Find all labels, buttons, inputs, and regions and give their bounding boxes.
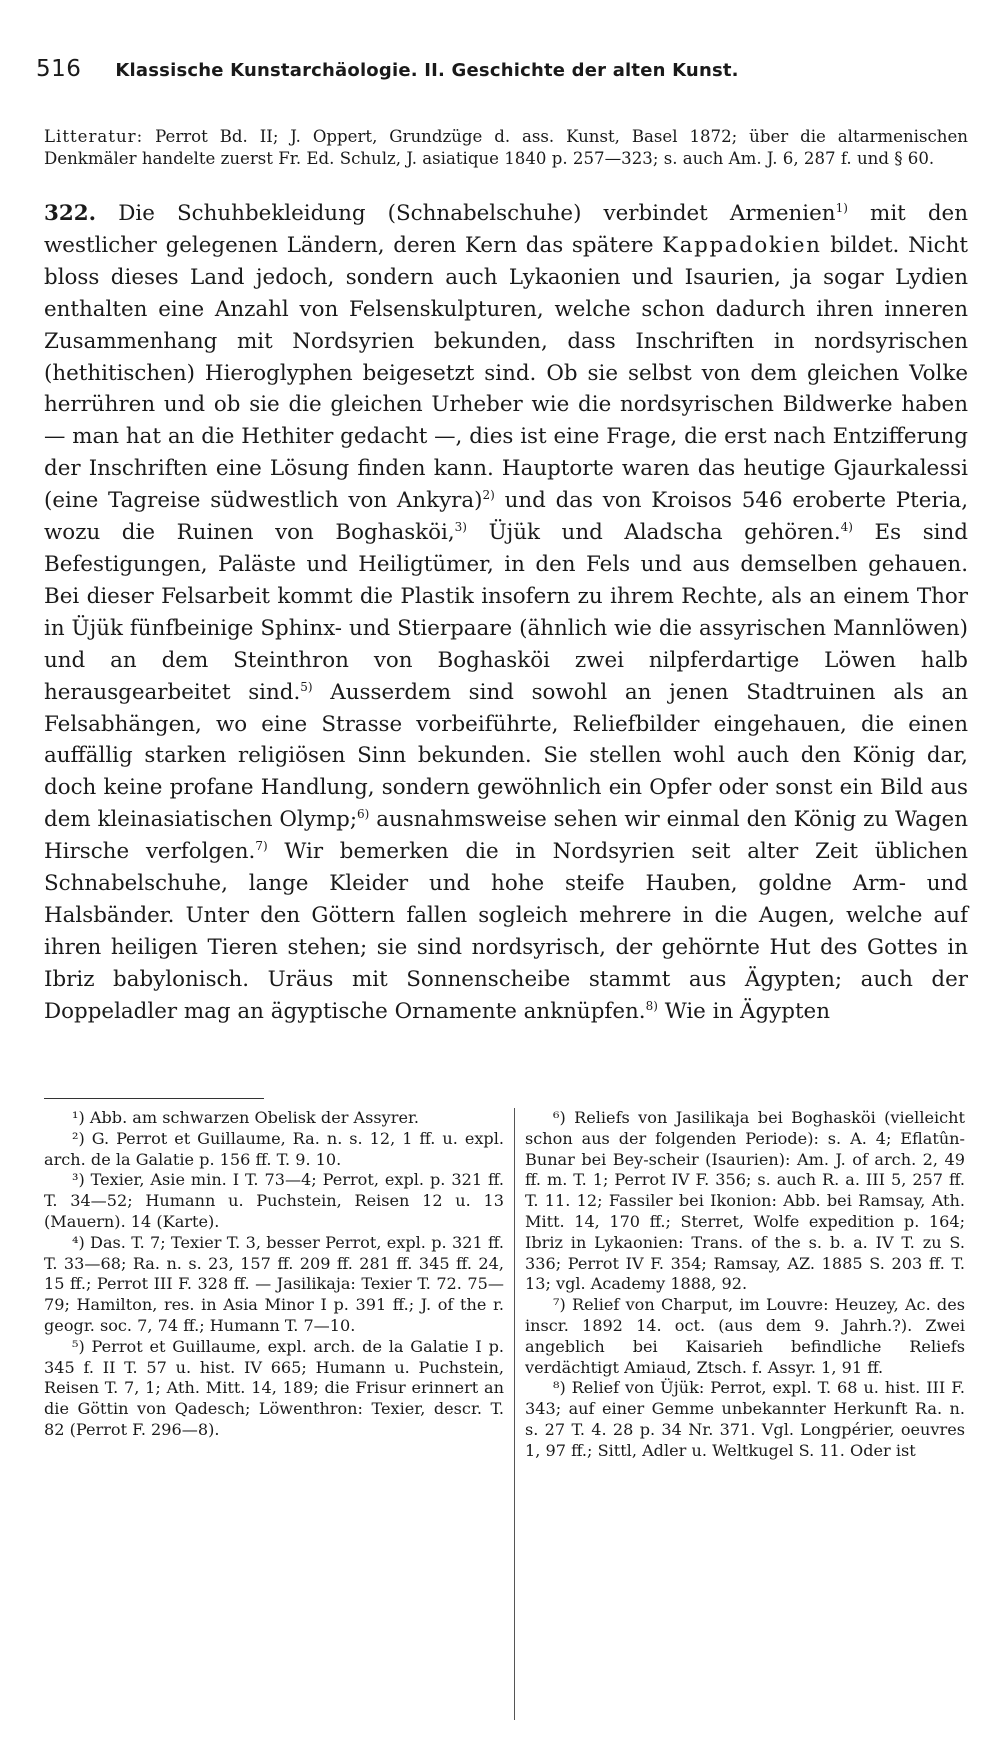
literature-label: Litteratur: xyxy=(44,127,144,146)
place-name-spaced: Kappadokien xyxy=(662,232,822,258)
running-title: Klassische Kunstarchäologie. II. Geschichte der alten Kunst. xyxy=(115,60,739,81)
footnote-ref-2: 2) xyxy=(482,488,495,503)
page-number: 516 xyxy=(36,56,82,82)
footnote-rule xyxy=(44,1098,264,1099)
footnote-7: ⁷) Relief von Charput, im Louvre: Heuzey, Ac. des inscr. 1892 14. oct. (aus dem 9. Jahrh.?). Zwei angeblich bei Kaisarieh befindliche Reliefs verdächtigt Amiaud, Ztsch. f. Assyr. 1, 91 ff. xyxy=(525,1295,965,1377)
footnote-ref-6: 6) xyxy=(357,807,370,822)
footnote-ref-5: 5) xyxy=(300,679,313,694)
text-run: Wie in Ägypten xyxy=(664,998,830,1024)
main-text xyxy=(44,198,968,1028)
text-run: bildet. Nicht bloss dieses Land jedoch, sondern auch Lykaonien und Isaurien, ja sogar Lydien enthalten eine Anzahl von Felsenskulpturen, welche schon dadurch ihren inneren Zusammenhang mit Nordsyrien bekunden, dass Inschriften in nordsyrischen (hethitischen) Hieroglyphen beigesetzt sind. Ob sie selbst von dem gleichen Volke herrühren und ob sie die gleichen Urheber wie die nordsyrischen Bildwerke haben — man hat an die Hethiter gedacht —, dies ist eine Frage, die erst nach Entzifferung der Inschriften eine Lösung finden kann. Hauptorte waren das heutige Gjaurkalessi (eine Tagreise südwestlich von Ankyra) xyxy=(44,232,968,514)
text-run: Ausserdem sind sowohl an jenen Stadtruinen als an Felsabhängen, wo eine Strasse vorbeiführte, Reliefbilder eingehauen, die einen auffällig starken religiösen Sinn bekunden. Sie stellen wohl auch den König dar, doch keine profane Handlung, sondern gewöhnlich ein Opfer oder sonst ein Bild aus dem kleinasiatischen Olymp; xyxy=(44,679,968,833)
text-run: Die Schuhbekleidung (Schnabelschuhe) verbindet Armenien xyxy=(118,201,836,226)
text-run: Üjük und Aladscha gehören. xyxy=(488,520,841,546)
footnote-ref-3: 3) xyxy=(454,520,467,535)
footnote-6: ⁶) Reliefs von Jasilikaja bei Boghasköi (vielleicht schon aus der folgenden Periode): s. A. 4; Eflatûn-Bunar bei Bey-scheir (Isaurien): Am. J. of arch. 2, 49 ff. m. T. 1; Perrot IV F. 356; s. auch R. a. III 5, 257 ff. T. 11. 12; Fassiler bei Ikonion: Abb. bei Ramsay, Ath. Mitt. 14, 170 ff.; Sterret, Wolfe expedition p. 164; Ibriz in Lykaonien: Trans. of the s. b. a. IV T. zu S. 336; Perrot IV F. 354; Ramsay, AZ. 1885 S. 203 ff. T. 13; vgl. Academy 1888, 92. xyxy=(525,1108,965,1294)
footnote-2: ²) G. Perrot et Guillaume, Ra. n. s. 12, 1 ff. u. expl. arch. de la Galatie p. 156 ff. T. 9. 10. xyxy=(44,1128,504,1169)
footnote-5: ⁵) Perrot et Guillaume, expl. arch. de la Galatie I p. 345 f. II T. 57 u. hist. IV 665; Humann u. Puchstein, Reisen T. 7, 1; Ath. Mitt. 14, 189; die Frisur erinnert an die Göttin von Qadesch; Löwenthron: Texier, descr. T. 82 (Perrot F. 296—8). xyxy=(44,1336,504,1439)
footnote-ref-8: 8) xyxy=(645,998,658,1013)
footnotes-right-column xyxy=(525,1108,965,1462)
text-run: Wir bemerken die in Nordsyrien seit alter Zeit üblichen Schnabelschuhe, lange Kleider und hohe steife Hauben, goldne Arm- und Halsbänder. Unter den Göttern fallen sogleich mehrere in die Augen, welche auf ihren heiligen Tieren stehen; sie sind nordsyrisch, der gehörnte Hut des Gottes in Ibriz babylonisch. Uräus mit Sonnenscheibe stammt aus Ägypten; auch der Doppeladler mag an ägyptische Ornamente anknüpfen. xyxy=(44,839,968,1024)
literature-text: Perrot Bd. II; J. Oppert, Grundzüge d. ass. Kunst, Basel 1872; über die altarmenischen Denkmäler handelte zuerst Fr. Ed. Schulz, J. asiatique 1840 p. 257—323; s. auch Am. J. 6, 287 f. und § 60. xyxy=(44,127,968,168)
text-run: und das von Kroisos 546 eroberte Pteria, wozu die Ruinen von Boghasköi, xyxy=(44,488,968,546)
footnote-8: ⁸) Relief von Üjük: Perrot, expl. T. 68 u. hist. III F. 343; auf einer Gemme unbekannter Herkunft Ra. n. s. 27 T. 4. 28 p. 34 Nr. 371. Vgl. Longpérier, oeuvres 1, 97 ff.; Sittl, Adler u. Weltkugel S. 11. Oder ist xyxy=(525,1378,965,1460)
footnotes-left-column xyxy=(44,1108,504,1441)
text-run: mit den westlicher gelegenen Ländern, deren Kern das spätere xyxy=(44,201,968,258)
footnote-1: ¹) Abb. am schwarzen Obelisk der Assyrer. xyxy=(72,1108,420,1127)
footnote-3: ³) Texier, Asie min. I T. 73—4; Perrot, expl. p. 321 ff. T. 34—52; Humann u. Puchstein, Reisen 12 u. 13 (Mauern). 14 (Karte). xyxy=(44,1170,504,1231)
footnote-4: ⁴) Das. T. 7; Texier T. 3, besser Perrot, expl. p. 321 ff. T. 33—68; Ra. n. s. 23, 157 ff. 209 ff. 281 ff. 345 ff. 24, 15 ff.; Perrot III F. 328 ff. — Jasilikaja: Texier T. 72. 75—79; Hamilton, res. in Asia Minor I p. 391 ff.; J. of the r. geogr. soc. 7, 74 ff.; Humann T. 7—10. xyxy=(44,1232,504,1335)
section-paragraph xyxy=(44,198,968,1028)
footnote-ref-4: 4) xyxy=(840,520,853,535)
footnote-ref-1: 1) xyxy=(835,201,848,215)
footnote-column-divider xyxy=(514,1108,515,1720)
text-run: Es sind Befestigungen, Paläste und Heiligtümer, in den Fels und aus demselben gehauen. Bei dieser Felsarbeit kommt die Plastik insofern zu ihrem Rechte, als an einem Thor in Üjük fünfbeinige Sphinx- und Stierpaare (ähnlich wie die assyrischen Mannlöwen) und an dem Steinthron von Boghasköi zwei nilpferdartige Löwen halb herausgearbeitet sind. xyxy=(44,520,968,705)
footnote-ref-7: 7) xyxy=(255,839,268,854)
text-run: ausnahmsweise sehen wir einmal den König zu Wagen Hirsche verfolgen. xyxy=(44,807,968,865)
page-header xyxy=(36,56,966,90)
section-number: 322. xyxy=(44,201,97,226)
literature-note xyxy=(44,126,968,169)
